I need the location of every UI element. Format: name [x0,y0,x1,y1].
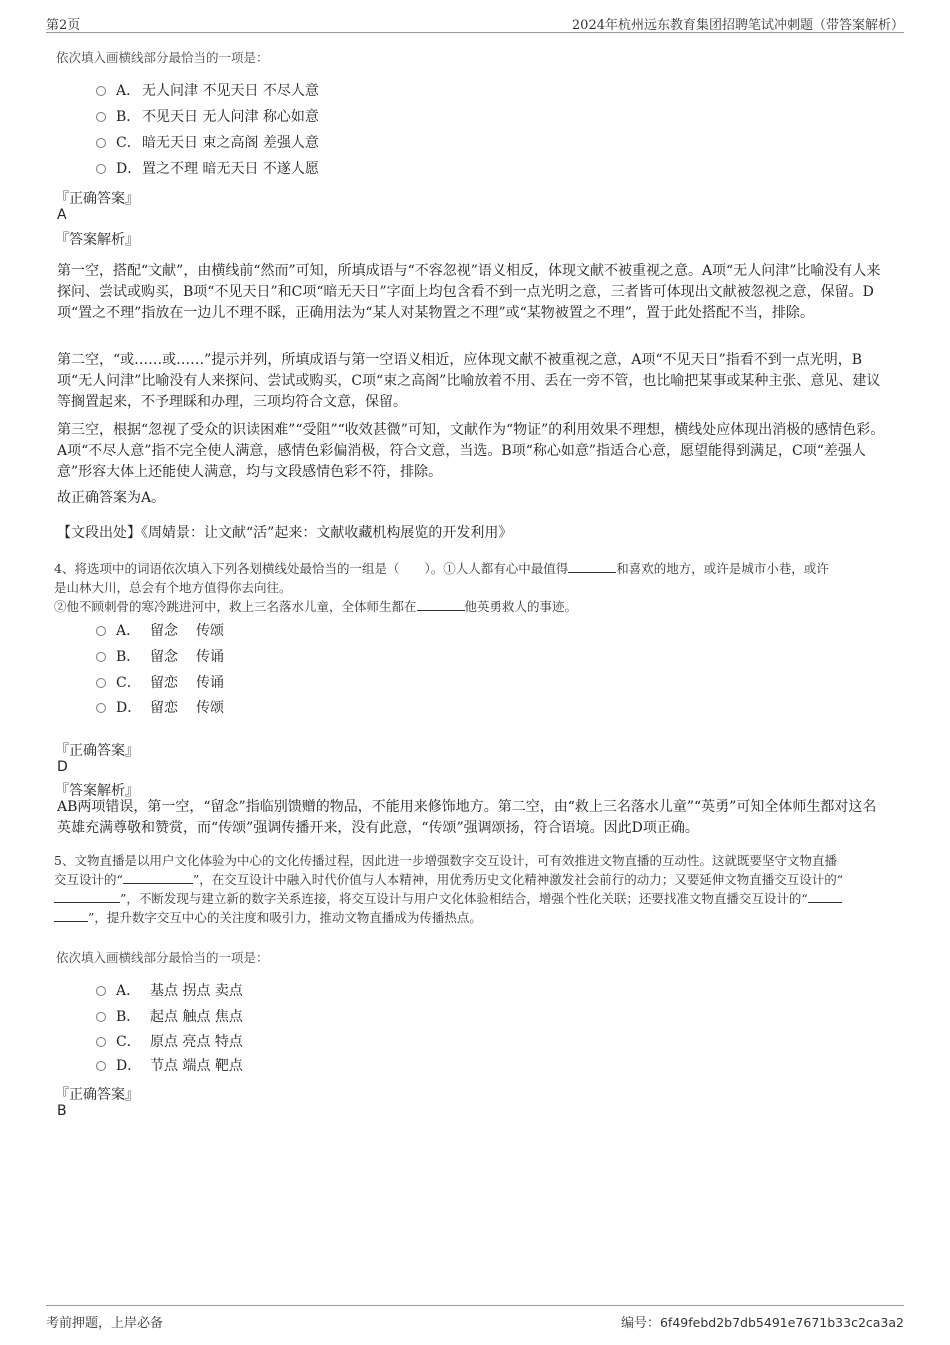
radio-icon[interactable] [96,986,106,996]
q3-conclusion: 故正确答案为A。 [57,490,166,506]
blank-line [417,598,465,611]
q4-option-b[interactable]: B． 留念 传诵 [96,647,224,667]
q4-analysis: AB两项错误，第一空，“留念”指临别馈赠的物品，不能用来修饰地方。第二空，由“救上三名落水儿童”“英勇”可知全体师生都对这名英雄充满尊敬和赞赏，而“传颂”强调传播开来，没有此意，“传颂”强调颂扬，符合语境。因此D项正确。 [57,799,877,836]
q4-option-d[interactable]: D． 留恋 传颂 [96,698,224,718]
footer-slogan: 考前押题，上岸必备 [46,1316,164,1331]
q3-option-d[interactable]: D．置之不理 暗无天日 不遂人愿 [96,159,319,179]
q3-analysis-paragraph: 第三空，根据“忽视了受众的识读困难”“受阻”“收效甚微”可知，文献作为“物证”的利用效果不理想，横线处应体现出消极的感情色彩。A项“不尽人意”指不完全使人满意，感情色彩偏消极，符合文意，当选。B项“称心如意”指适合心意，愿望能得到满足，C项“差强人意”形容大体上还能使人满意，均与文段感情色彩不符，排除。 [57,422,885,480]
q3-option-b[interactable]: B． 不见天日 无人问津 称心如意 [96,107,319,127]
radio-icon[interactable] [96,86,106,96]
q5-option-b[interactable]: B． 起点 触点 焦点 [96,1007,243,1027]
q3-analysis-paragraph: 第一空，搭配“文献”，由横线前“然而”可知，所填成语与“不容忽视”语义相反，体现文献不被重视之意。A项“无人问津”比喻没有人来探问、尝试或购买，B项“不见天日”和C项“暗无天日”字面上均包含看不到一点光明之意，三者皆可体现出文献被忽视之意，保留。D项“置之不理”指放在一边儿不理不睬，正确用法为“某人对某物置之不理”或“某物被置之不理”，置于此处搭配不当，排除。 [57,263,881,321]
q3-option-a[interactable]: A． 无人问津 不见天日 不尽人意 [96,81,319,101]
page-header [46,12,904,33]
radio-icon[interactable] [96,1037,106,1047]
blank-line [54,909,88,922]
q4-stem: 4、将选项中的词语依次填入下列各划横线处最恰当的一组是（ ）。①人人都有心中最值得 和喜欢的地方，或许是城市小巷，或许 是山林大川，总会有个地方值得你去向往。 ②他不顾刺骨的寒冷跳进河中，救上三名落水儿童，全体师生都在 他英勇救人的事迹。 [54,561,829,614]
q5-stem: 5、文物直播是以用户文化体验为中心的文化传播过程，因此进一步增强数字交互设计，可有效推进文物直播的互动性。这就既要坚守文物直播 交互设计的“ ”，在交互设计中融入时代价值与人本精神，用优秀历史文化精神激发社会前行的动力；又要延伸文物直播交互设计的“ ”，不断发现与建立新的数字关系连接，将交互设计与用户文化体验相结合，增强个性化关联；还要找准文物直播交互设计的“ ”，提升数字交互中心的关注度和吸引力，推动文物直播成为传播热点。 [54,853,844,925]
q4-answer-label: 『正确答案』 [55,743,139,759]
radio-icon[interactable] [96,652,106,662]
blank-line [54,890,120,903]
q3-option-c[interactable]: C．暗无天日 束之高阁 差强人意 [96,133,319,153]
q5-option-d[interactable]: D． 节点 端点 靶点 [96,1056,243,1076]
page-number: 第2页 [46,18,81,33]
q5-answer: B [57,1103,67,1119]
document-code: 编号：6f49febd2b7db5491e7671b33c2ca3a2 [620,1315,904,1331]
radio-icon[interactable] [96,626,106,636]
radio-icon[interactable] [96,703,106,713]
blank-line [568,560,616,573]
q4-answer: D [57,759,68,775]
blank-line [808,890,842,903]
q4-option-a[interactable]: A． 留念 传颂 [96,621,224,641]
q3-prompt: 依次填入画横线部分最恰当的一项是： [56,50,269,65]
q5-prompt: 依次填入画横线部分最恰当的一项是： [56,950,269,965]
radio-icon[interactable] [96,1012,106,1022]
q3-answer: A [57,207,67,223]
q4-option-c[interactable]: C． 留恋 传诵 [96,673,224,693]
q3-answer-label: 『正确答案』 [55,191,139,207]
document-title: 2024年杭州远东教育集团招聘笔试冲刺题（带答案解析） [571,18,904,33]
q5-option-c[interactable]: C． 原点 亮点 特点 [96,1032,243,1052]
q4-analysis-label: 『答案解析』 [55,783,139,799]
radio-icon[interactable] [96,1061,106,1071]
radio-icon[interactable] [96,678,106,688]
page-footer [46,1305,904,1330]
blank-line [123,871,193,884]
q5-answer-label: 『正确答案』 [55,1087,139,1103]
q3-analysis-label: 『答案解析』 [55,232,139,248]
q3-source: 【文段出处】《周婧景：让文献“活”起来：文献收藏机构展览的开发利用》 [57,525,513,541]
q5-option-a[interactable]: A． 基点 拐点 卖点 [96,981,243,1001]
q3-analysis-paragraph: 第二空，“或……或……”提示并列，所填成语与第一空语义相近，应体现文献不被重视之意，A项“不见天日”指看不到一点光明，B项“无人问津”比喻没有人来探问、尝试或购买，C项“束之高阁”比喻放着不用、丢在一旁不管，也比喻把某事或某种主张、意见、建议等搁置起来，不予理睬和办理，三项均符合文意，保留。 [57,352,881,410]
radio-icon[interactable] [96,164,106,174]
radio-icon[interactable] [96,112,106,122]
radio-icon[interactable] [96,138,106,148]
